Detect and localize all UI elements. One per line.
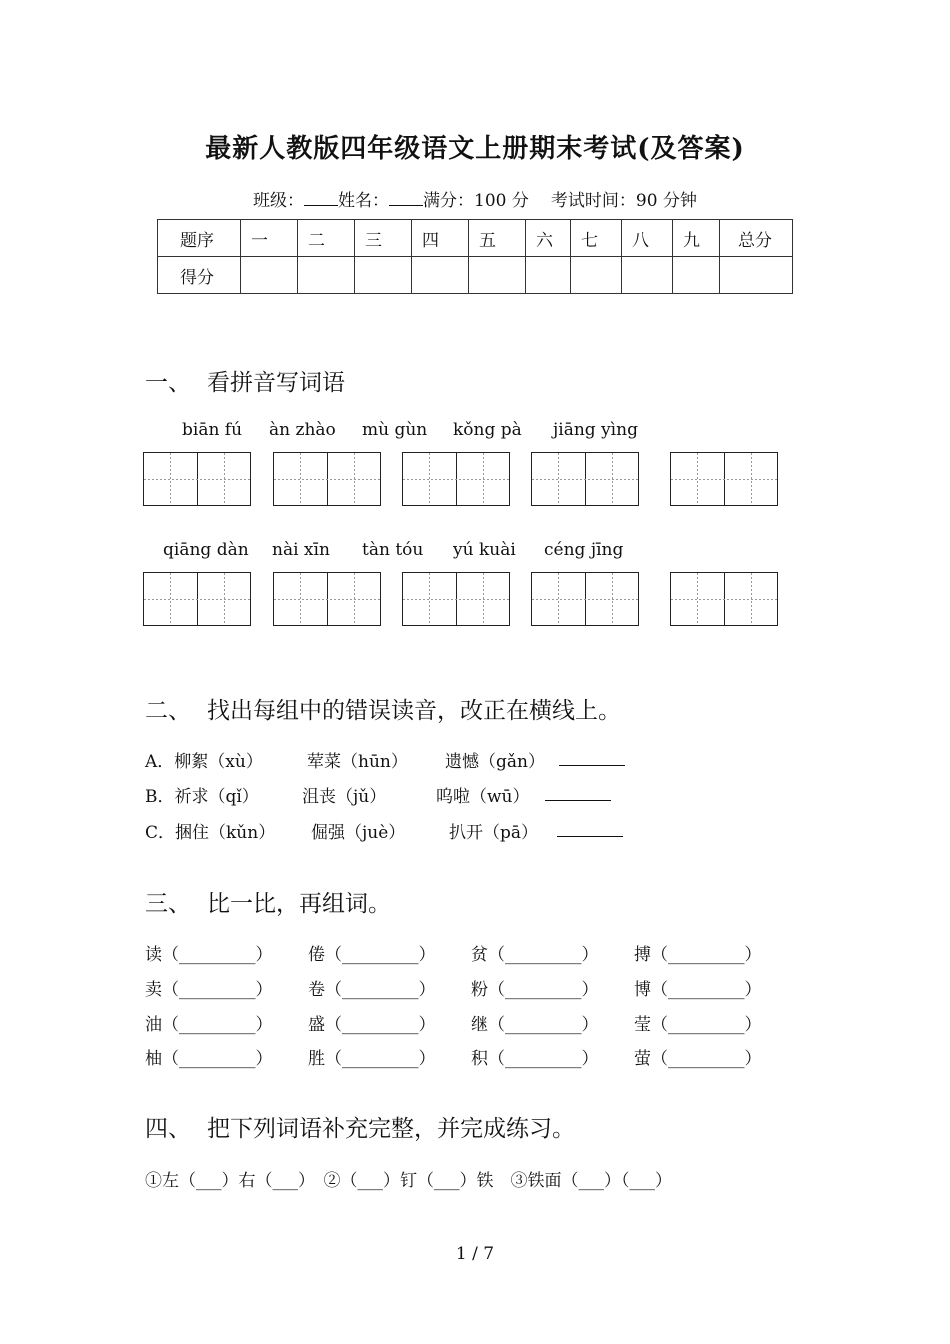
list-item: B．祈求（qǐ） 沮丧（jǔ） 呜啦（wū） bbox=[145, 782, 259, 807]
pinyin: nài xīn bbox=[272, 540, 330, 560]
table-cell: 总分 bbox=[720, 220, 793, 257]
compare-word-item[interactable]: 粉（_________） bbox=[471, 980, 599, 1000]
page-number: 1 / 7 bbox=[455, 1244, 495, 1264]
table-cell: 六 bbox=[526, 220, 571, 257]
compare-word-item[interactable]: 胜（_________） bbox=[308, 1049, 436, 1069]
compare-word-item[interactable]: 贫（_________） bbox=[471, 945, 599, 965]
answer-blank[interactable] bbox=[557, 824, 623, 837]
name-label: 姓名： bbox=[338, 191, 390, 211]
table-cell: 二 bbox=[298, 220, 355, 257]
section-number: 一、 bbox=[145, 370, 191, 396]
pinyin: kǒng pà bbox=[453, 420, 522, 440]
score-table bbox=[157, 219, 793, 294]
writing-grid[interactable] bbox=[670, 452, 778, 506]
writing-grid[interactable] bbox=[670, 572, 778, 626]
section-1-heading bbox=[145, 364, 345, 397]
writing-grid[interactable] bbox=[143, 572, 251, 626]
writing-grid[interactable] bbox=[531, 452, 639, 506]
table-cell: 九 bbox=[673, 220, 720, 257]
score-header-row bbox=[158, 220, 793, 257]
fill-in-line[interactable]: ①左（___）右（___） ②（___）钉（___）铁 ③铁面（___）（___） bbox=[145, 1171, 672, 1191]
pinyin: mù gùn bbox=[362, 420, 428, 440]
full-score: 满分：100 分 bbox=[423, 191, 529, 211]
compare-word-item[interactable]: 博（_________） bbox=[634, 980, 762, 1000]
table-cell: 一 bbox=[241, 220, 298, 257]
table-cell: 五 bbox=[469, 220, 526, 257]
pinyin: tàn tóu bbox=[362, 540, 424, 560]
section-2-heading bbox=[145, 692, 621, 725]
page-title: 最新人教版四年级语文上册期末考试(及答案) bbox=[205, 134, 745, 164]
score-input[interactable] bbox=[412, 257, 469, 294]
writing-grid[interactable] bbox=[143, 452, 251, 506]
section-title: 看拼音写词语 bbox=[207, 370, 345, 396]
score-input[interactable] bbox=[571, 257, 622, 294]
answer-blank[interactable] bbox=[545, 788, 611, 801]
compare-word-item[interactable]: 萤（_________） bbox=[634, 1049, 762, 1069]
pinyin: àn zhào bbox=[269, 420, 336, 440]
table-cell: 七 bbox=[571, 220, 622, 257]
class-label: 班级： bbox=[253, 191, 305, 211]
section-number: 四、 bbox=[145, 1116, 191, 1142]
table-cell: 四 bbox=[412, 220, 469, 257]
exam-time: 考试时间：90 分钟 bbox=[550, 191, 697, 211]
compare-word-item[interactable]: 卷（_________） bbox=[308, 980, 436, 1000]
compare-word-item[interactable]: 盛（_________） bbox=[308, 1015, 436, 1035]
score-input[interactable] bbox=[673, 257, 720, 294]
compare-word-item[interactable]: 倦（_________） bbox=[308, 945, 436, 965]
compare-word-item[interactable]: 柚（_________） bbox=[145, 1049, 273, 1069]
writing-grid[interactable] bbox=[273, 572, 381, 626]
section-title: 把下列词语补充完整，并完成练习。 bbox=[207, 1116, 575, 1142]
list-item: C．捆住（kǔn） 倔强（juè） 扒开（pā） bbox=[145, 818, 275, 843]
score-input[interactable] bbox=[720, 257, 793, 294]
writing-grid[interactable] bbox=[531, 572, 639, 626]
table-cell: 三 bbox=[355, 220, 412, 257]
compare-word-item[interactable]: 卖（_________） bbox=[145, 980, 273, 1000]
name-blank[interactable] bbox=[389, 191, 423, 206]
list-item: A．柳絮（xù） 荤菜（hūn） 遗憾（gǎn） bbox=[145, 747, 263, 772]
compare-word-item[interactable]: 搏（_________） bbox=[634, 945, 762, 965]
pinyin: qiāng dàn bbox=[163, 540, 249, 560]
section-title: 找出每组中的错误读音，改正在横线上。 bbox=[207, 698, 621, 724]
compare-word-item[interactable]: 读（_________） bbox=[145, 945, 273, 965]
compare-word-item[interactable]: 积（_________） bbox=[471, 1049, 599, 1069]
score-input[interactable] bbox=[526, 257, 571, 294]
table-cell: 得分 bbox=[158, 257, 241, 294]
section-title: 比一比，再组词。 bbox=[207, 891, 391, 917]
table-cell: 题序 bbox=[158, 220, 241, 257]
exam-info bbox=[0, 186, 950, 211]
score-input[interactable] bbox=[298, 257, 355, 294]
section-3-heading bbox=[145, 885, 391, 918]
compare-word-item[interactable]: 油（_________） bbox=[145, 1015, 273, 1035]
score-input[interactable] bbox=[355, 257, 412, 294]
writing-grid[interactable] bbox=[402, 572, 510, 626]
section-number: 三、 bbox=[145, 891, 191, 917]
score-row bbox=[158, 257, 793, 294]
answer-blank[interactable] bbox=[559, 753, 625, 766]
pinyin: céng jīng bbox=[544, 540, 624, 560]
score-input[interactable] bbox=[622, 257, 673, 294]
score-input[interactable] bbox=[241, 257, 298, 294]
writing-grid[interactable] bbox=[402, 452, 510, 506]
pinyin: jiāng yìng bbox=[553, 420, 638, 440]
class-blank[interactable] bbox=[304, 191, 338, 206]
compare-word-item[interactable]: 继（_________） bbox=[471, 1015, 599, 1035]
score-input[interactable] bbox=[469, 257, 526, 294]
section-4-heading bbox=[145, 1110, 575, 1143]
pinyin: yú kuài bbox=[453, 540, 516, 560]
pinyin: biān fú bbox=[182, 420, 243, 440]
writing-grid[interactable] bbox=[273, 452, 381, 506]
table-cell: 八 bbox=[622, 220, 673, 257]
compare-word-item[interactable]: 莹（_________） bbox=[634, 1015, 762, 1035]
section-number: 二、 bbox=[145, 698, 191, 724]
